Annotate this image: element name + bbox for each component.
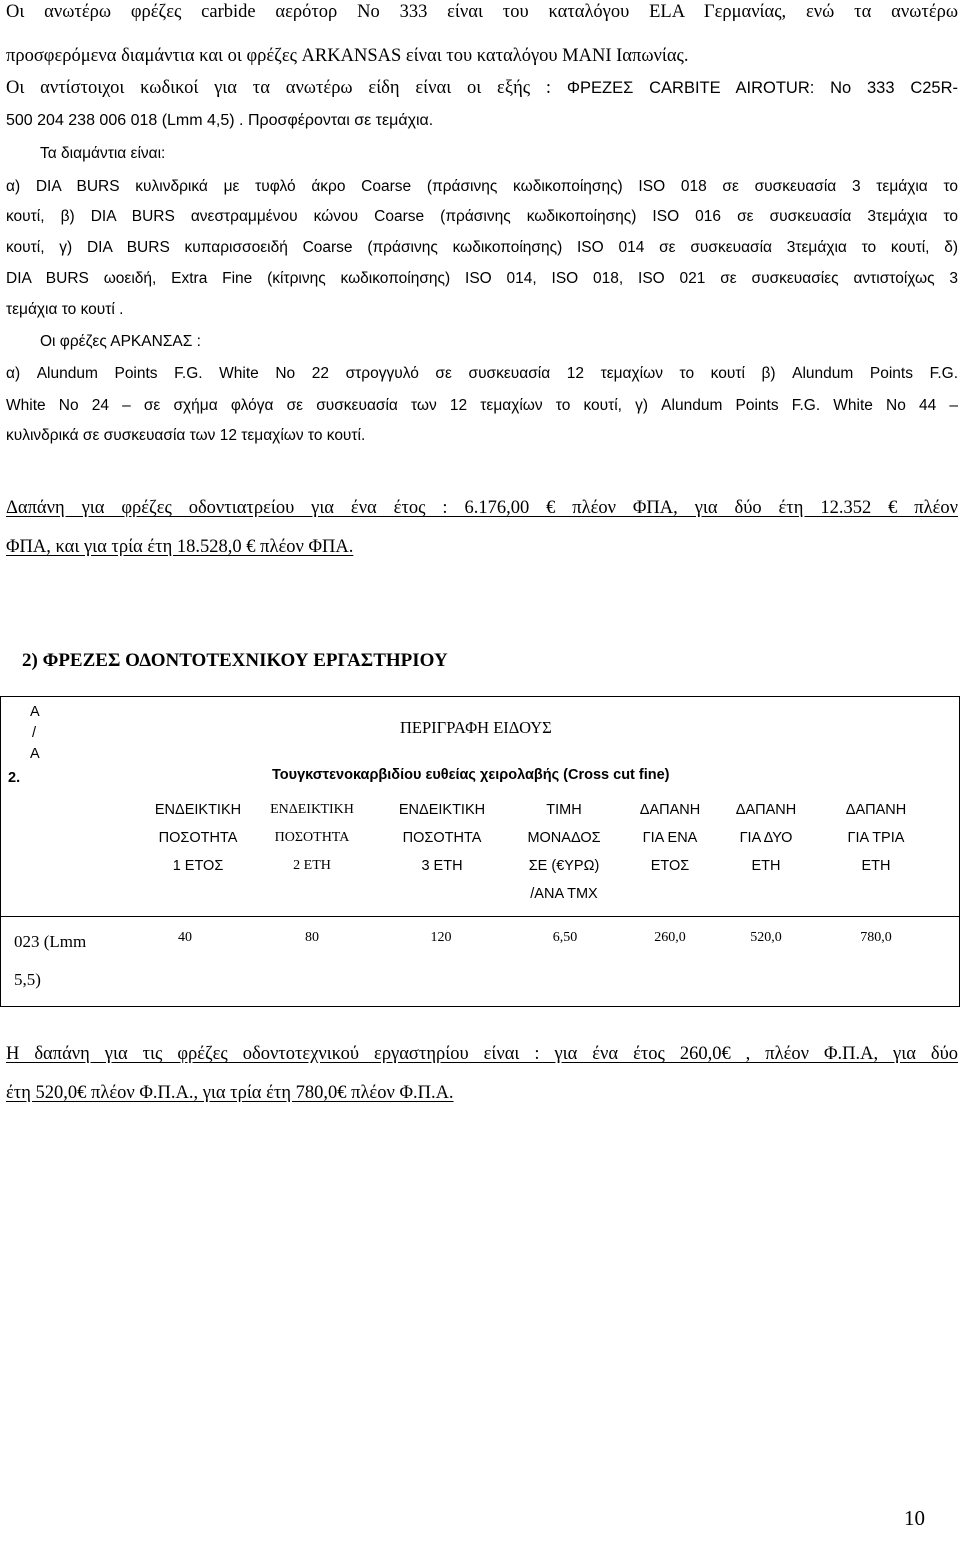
section2-heading: 2) ΦΡΕΖΕΣ ΟΔΟΝΤΟΤΕΧΝΙΚΟΥ ΕΡΓΑΣΤΗΡΙΟΥ [22, 650, 448, 671]
description-header: ΠΕΡΙΓΡΑΦΗ ΕΙΔΟΥΣ [400, 718, 552, 737]
col-header-cost-2y: ΔΑΠΑΝΗ ΓΙΑ ΔΥΟ ΕΤΗ [735, 802, 797, 874]
row-value-qty-2y: 80 [305, 930, 319, 945]
cost1-line2: ΦΠΑ, και για τρία έτη 18.528,0 € πλέον ΦΠΑ. [6, 537, 354, 557]
arkansas-line1: α) Alundum Points F.G. White No 22 στρογγυλό σε συσκευασία 12 τεμαχίων το κουτί β) Alundum Points F.G. [6, 365, 958, 382]
table-rule-left [0, 696, 1, 1007]
row-value-cost-3y: 780,0 [860, 930, 892, 945]
row-value-qty-1y: 40 [178, 930, 192, 945]
para1-line3 [6, 78, 958, 99]
para1-line3-a: Οι αντίστοιχοι κωδικοί για τα ανωτέρω είδη είναι οι εξής : [6, 78, 567, 98]
col-header-cost-3y: ΔΑΠΑΝΗ ΓΙΑ ΤΡΙΑ ΕΤΗ [845, 802, 907, 874]
para1-line2: προσφερόμενα διαμάντια και οι φρέζες ARKANSAS είναι του καταλόγου MANI Ιαπωνίας. [6, 46, 689, 66]
cost1-line1: Δαπάνη για φρέζες οδοντιατρείου για ένα έτος : 6.176,00 € πλέον ΦΠΑ, για δύο έτη 12.352 € πλέον [6, 498, 958, 518]
arkansas-line3: κυλινδρικά σε συσκευασία των 12 τεμαχίων το κουτί. [6, 427, 366, 444]
row-value-cost-1y: 260,0 [654, 930, 686, 945]
aa-column-label: Α / Α [30, 704, 40, 762]
para1-line4: 500 204 238 006 018 (Lmm 4,5) . Προσφέρονται σε τεμάχια. [6, 112, 434, 129]
row-value-unit-price: 6,50 [552, 930, 578, 945]
col-header-qty-2y: ΕΝΔΕΙΚΤΙΚΗ ΠΟΣΟΤΗΤΑ 2 ΕΤΗ [270, 802, 354, 873]
cost2-line1: Η δαπάνη για τις φρέζες οδοντοτεχνικού εργαστηρίου είναι : για ένα έτος 260,0€ , πλέον Φ.Π.Α, για δύο [6, 1044, 958, 1064]
diamonds-line4: DIA BURS ωοειδή, Extra Fine (κίτρινης κωδικοποίησης) ISO 014, ISO 018, ISO 021 σε συσκευασίες αντιστοίχως 3 [6, 270, 958, 287]
para1-line1: Οι ανωτέρω φρέζες carbide αερότορ Νο 333 είναι του καταλόγου ELA Γερμανίας, ενώ τα ανωτέρω [6, 2, 958, 22]
row-code-line1: 023 (Lmm [14, 932, 87, 951]
diamonds-line5: τεμάχια το κουτί . [6, 301, 124, 318]
diamonds-line1: α) DIA BURS κυλινδρικά με τυφλό άκρο Coarse (πράσινης κωδικοποίησης) ISO 018 σε συσκευασία 3 τεμάχια το [6, 178, 958, 195]
para1-line3-b: ΦΡΕΖΕΣ CARBITE AIROTUR: No 333 C25R- [566, 79, 959, 97]
diamonds-line2: κουτί, β) DIA BURS ανεστραμμένου κώνου Coarse (πράσινης κωδικοποίησης) ISO 016 σε συσκευασία 3τεμάχια το [6, 208, 958, 225]
table-rule-mid [0, 916, 960, 917]
page-number: 10 [904, 1506, 925, 1530]
diamonds-intro: Τα διαμάντια είναι: [40, 145, 166, 162]
col-header-cost-1y: ΔΑΠΑΝΗ ΓΙΑ ΕΝΑ ΕΤΟΣ [639, 802, 701, 874]
cost2-line2: έτη 520,0€ πλέον Φ.Π.Α., για τρία έτη 780,0€ πλέον Φ.Π.Α. [6, 1083, 454, 1103]
arkansas-intro: Οι φρέζες ΑΡΚΑΝΣΑΣ : [40, 333, 201, 350]
row-value-qty-3y: 120 [430, 930, 452, 945]
row-code-line2: 5,5) [14, 970, 41, 989]
table-rule-bottom [0, 1006, 960, 1007]
arkansas-line2: White No 24 – σε σχήμα φλόγα σε συσκευασία των 12 τεμαχίων το κουτί, γ) Alundum Points F.G. White No 44 – [6, 397, 958, 414]
col-header-qty-3y: ΕΝΔΕΙΚΤΙΚΗ ΠΟΣΟΤΗΤΑ 3 ΕΤΗ [398, 802, 486, 874]
diamonds-line3: κουτί, γ) DIA BURS κυπαρισσοειδή Coarse (πράσινης κωδικοποίησης) ISO 014 σε συσκευασία 3τεμάχια το κουτί, δ) [6, 239, 958, 256]
item-title: Τουγκστενοκαρβιδίου ευθείας χειρολαβής (Cross cut fine) [272, 767, 670, 783]
row-value-cost-2y: 520,0 [750, 930, 782, 945]
table-rule-top [0, 696, 960, 697]
item-number: 2. [8, 770, 21, 786]
col-header-unit-price: ΤΙΜΗ ΜΟΝΑΔΟΣ ΣΕ (€ΥΡΩ) /ΑΝΑ ΤΜΧ [527, 802, 601, 902]
col-header-qty-1y: ΕΝΔΕΙΚΤΙΚΗ ΠΟΣΟΤΗΤΑ 1 ΕΤΟΣ [154, 802, 242, 874]
